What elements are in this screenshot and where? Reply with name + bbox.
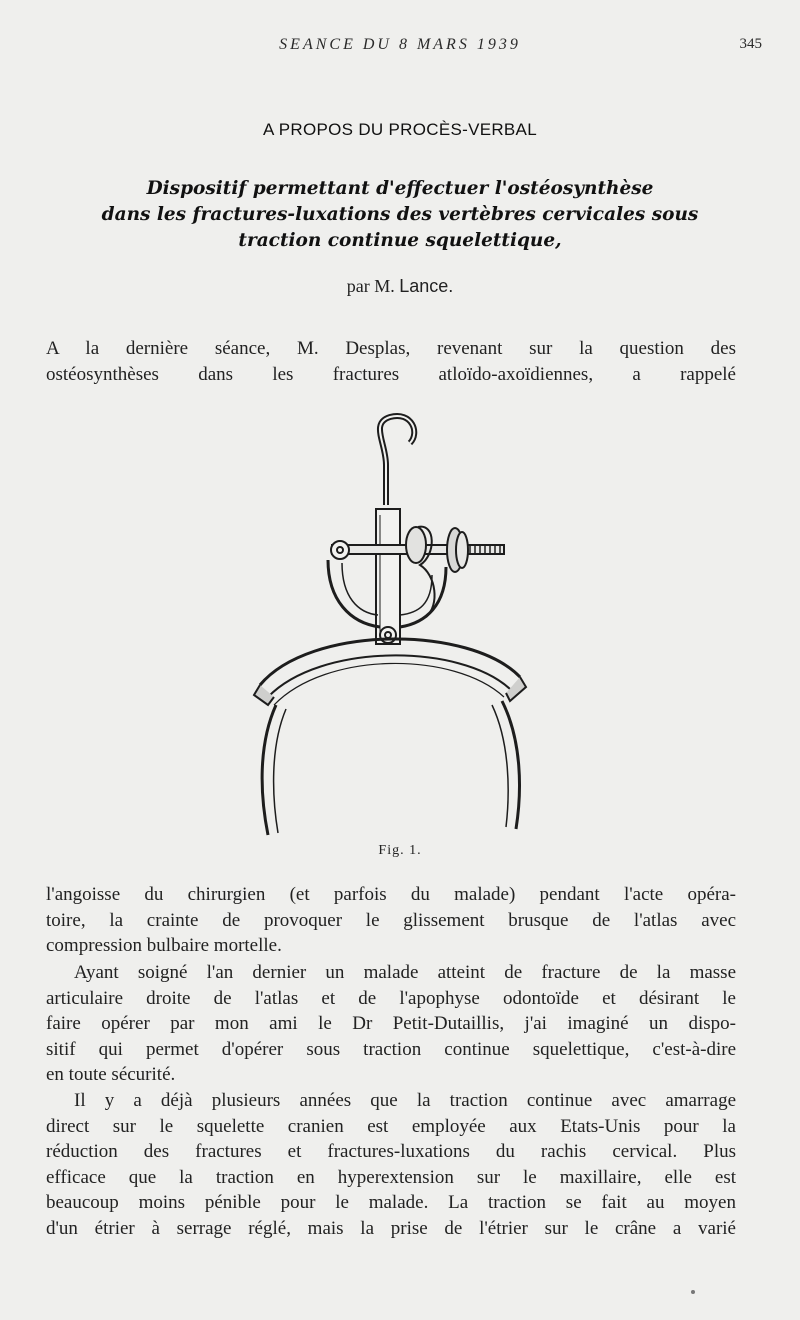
paragraph-device — [46, 960, 736, 1088]
text-line: ostéosynthèses dans les fractures atloïdo-axoïdiennes, a rappelé — [46, 363, 736, 385]
text-line: Il y a déjà plusieurs années que la traction continue avec amarrage — [74, 1090, 736, 1111]
paragraph-history — [46, 1088, 736, 1242]
text-line: direct sur le squelette cranien est employée aux Etats-Unis pour la — [46, 1115, 736, 1137]
text-line: l'angoisse du chirurgien (et parfois du malade) pendant l'acte opéra- — [46, 884, 736, 905]
text-line: sitif qui permet d'opérer sous traction continue squelettique, c'est-à-dire — [46, 1038, 736, 1060]
section-heading: A PROPOS DU PROCÈS-VERBAL — [263, 120, 537, 139]
byline-prefix: par M. — [346, 276, 395, 296]
text-line: réduction des fractures et fractures-luxations du rachis cervical. Plus — [46, 1141, 736, 1163]
text-line: compression bulbaire mortelle. — [46, 935, 282, 957]
title-line: Dispositif permettant d'effectuer l'ostéosynthèse — [146, 178, 654, 199]
running-head — [0, 36, 800, 60]
paragraph-intro — [46, 336, 736, 387]
byline — [0, 276, 800, 297]
text-line: faire opérer par mon ami le Dr Petit-Dutaillis, j'ai imaginé un dispo- — [46, 1013, 736, 1035]
article-title — [40, 176, 760, 254]
text-line: efficace que la traction en hyperextension sur le maxillaire, elle est — [46, 1166, 736, 1188]
text-line: Ayant soigné l'an dernier un malade atteint de fracture de la masse — [74, 962, 736, 983]
text-line: d'un étrier à serrage réglé, mais la prise de l'étrier sur le crâne a varié — [46, 1217, 736, 1239]
paragraph-continued — [46, 882, 736, 959]
title-line: dans les fractures-luxations des vertèbres cervicales sous — [101, 204, 699, 225]
byline-author: Lance. — [399, 276, 454, 296]
traction-device-illustration — [240, 405, 540, 845]
text-line: beaucoup moins pénible pour le malade. La traction se fait au moyen — [46, 1192, 736, 1214]
figure-caption: Fig. 1. — [378, 843, 422, 858]
title-line: traction continue squelettique, — [238, 230, 562, 251]
ink-speck — [691, 1290, 695, 1294]
text-line: articulaire droite de l'atlas et de l'apophyse odontoïde et désirant le — [46, 987, 736, 1009]
running-title: SEANCE DU 8 MARS 1939 — [279, 36, 521, 53]
text-line: toire, la crainte de provoquer le glissement brusque de l'atlas avec — [46, 909, 736, 931]
page-number: 345 — [739, 36, 762, 52]
text-line: en toute sécurité. — [46, 1064, 176, 1086]
text-line: A la dernière séance, M. Desplas, revenant sur la question des — [46, 338, 736, 359]
